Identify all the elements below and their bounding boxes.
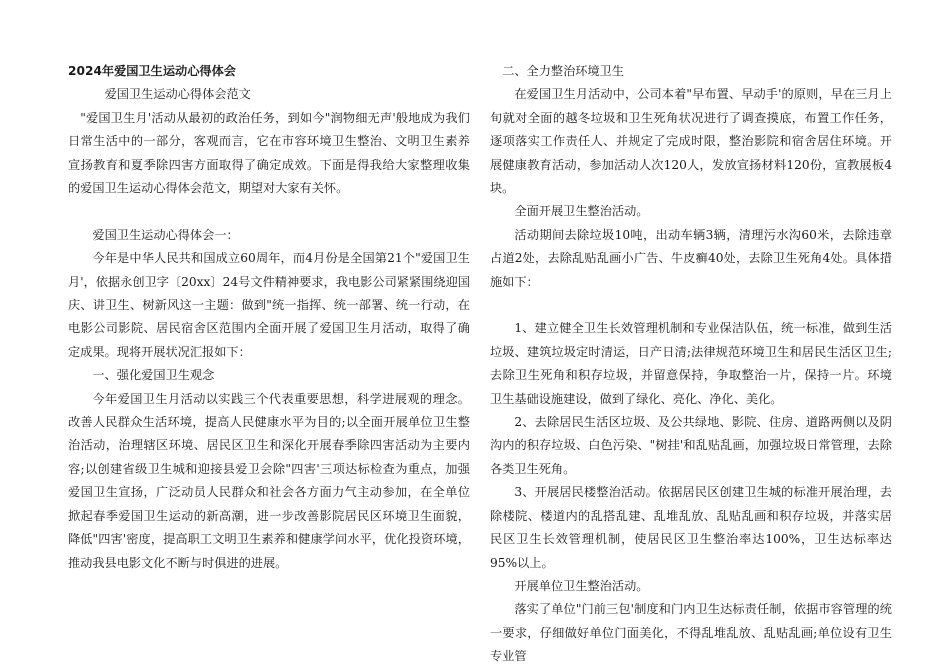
document-subtitle: 爱国卫生运动心得体会范文 bbox=[104, 87, 251, 102]
section-heading-two: 二、全力整治环境卫生 bbox=[502, 64, 625, 78]
measure-item-2: 2、去除居民生活区垃圾、及公共绿地、影院、住房、道路两侧以及阴沟内的积存垃圾、白色污染、"树挂'和乱贴乱画，加强垃圾日常管理，去除各类卫生死角。 bbox=[490, 415, 892, 476]
measure-item-3: 3、开展居民楼整治活动。依据居民区创建卫生城的标准开展治理，去除楼院、楼道内的乱搭乱建、乱堆乱放、乱贴乱画和积存垃圾，并落实居民区卫生长效管理机制，使居民区卫生整治率达100%，卫生达标率达95%以上。 bbox=[490, 485, 892, 570]
paragraph-unit-cleanup-title: 开展单位卫生整治活动。 bbox=[514, 578, 649, 593]
heading-article-one: 爱国卫生运动心得体会一： bbox=[92, 227, 239, 242]
left-column bbox=[68, 60, 470, 575]
section-heading-one: 一、强化爱国卫生观念 bbox=[92, 368, 215, 383]
paragraph-background: 今年是中华人民共和国成立60周年，而4月份是全国第21个"爱国卫生月'，依据永创卫字〔20xx〕24号文件精神要求，我电影公司紧紧围绕迎国庆、讲卫生、树新风这一主题：做到"统一指挥、统一部署、统一行动，在电影公司影院、居民宿舍区范围内全面开展了爱国卫生月活动，取得了确定成果。现将开展状况汇报如下： bbox=[68, 251, 470, 359]
document-title: 2024年爱国卫生运动心得体会 bbox=[68, 64, 236, 78]
paragraph-activity-stats: 活动期间去除垃圾10吨，出动车辆3辆，清理污水沟60米，去除违章占道2处，去除乱贴乱画小广告、牛皮癣40处，去除卫生死角4处。具体措施如下： bbox=[490, 227, 892, 289]
paragraph-early-action: 在爱国卫生月活动中，公司本着"早布置、早动手'的原则，早在三月上旬就对全面的越冬垃圾和卫生死角状况进行了调查摸底，布置工作任务，逐项落实工作责任人、并规定了完成时限，整治影院和宿舍居住环境。开展健康教育活动，参加活动人次120人，发放宣扬材料120份，宣教展板4块。 bbox=[490, 87, 892, 196]
measure-item-1: 1、建立健全卫生长效管理机制和专业保洁队伍，统一标准，做到生活垃圾、建筑垃圾定时清运，日产日清;法律规范环境卫生和居民生活区卫生;去除卫生死角和积存垃圾，并留意保持，争取整治一片，保持一片。环境卫生基础设施建设，做到了绿化、亮化、净化、美化。 bbox=[490, 321, 892, 406]
paragraph-cleanup-title: 全面开展卫生整治活动。 bbox=[514, 204, 649, 219]
spacer bbox=[490, 294, 892, 317]
spacer bbox=[68, 200, 470, 223]
paragraph-unit-responsibility: 落实了单位"门前三包'制度和门内卫生达标责任制，依据市容管理的统一要求，仔细做好单位门面美化，不得乱堆乱放、乱贴乱画;单位设有卫生专业管 bbox=[490, 602, 892, 664]
intro-paragraph: "爱国卫生月'活动从最初的政治任务，到如今"润物细无声'般地成为我们日常生活中的一部分，客观而言，它在市容环境卫生整治、文明卫生素养宣扬教育和夏季除四害方面取得了确定成效。下面是得我给大家整理收集的爱国卫生运动心得体会范文，期望对大家有关怀。 bbox=[68, 110, 470, 196]
paragraph-concept: 今年爱国卫生月活动以实践三个代表重要思想，科学进展观的理念。改善人民群众生活环境，提高人民健康水平为目的;以全面开展单位卫生整治活动，治理辖区环境、居民区卫生和深化开展春季除四害活动为主要内容;以创建省级卫生城和迎接县爱卫会除"四害'三项达标检查为重点，加强爱国卫生宣扬，广泛动员人民群众和社会各方面力气主动参加，在全单位掀起春季爱国卫生运动的新高潮，进一步改善影院居民区环境卫生面貌，降低"四害'密度，提高职工文明卫生素养和健康学问水平，优化投资环境，推动我县电影文化不断与时俱进的进展。 bbox=[68, 391, 470, 570]
right-column bbox=[490, 60, 892, 669]
